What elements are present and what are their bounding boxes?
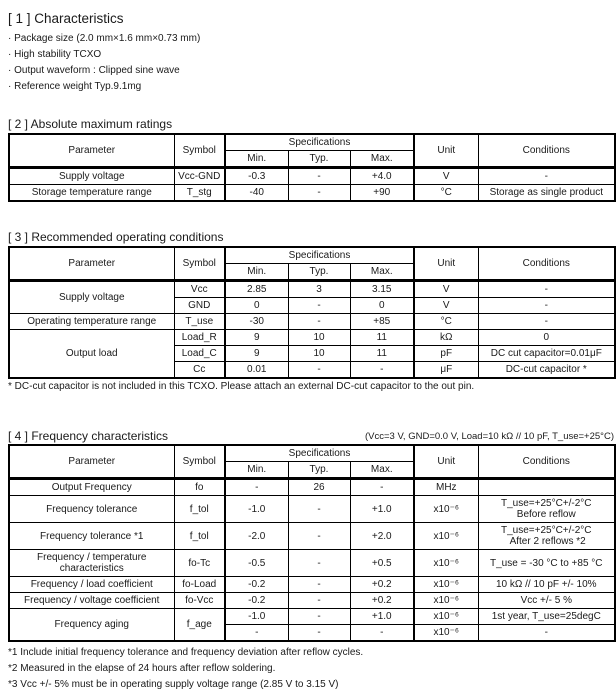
bullet-high-stability: · High stability TCXO bbox=[8, 49, 102, 60]
bullet-package-size: · Package size (2.0 mm×1.6 mm×0.73 mm) bbox=[8, 33, 201, 44]
cell-parameter: Frequency tolerance bbox=[9, 496, 174, 523]
cell-typ: - bbox=[288, 609, 350, 625]
header-parameter: Parameter bbox=[9, 134, 174, 168]
recommended-operating-conditions-table bbox=[8, 246, 616, 379]
cell-typ: 3 bbox=[288, 281, 350, 298]
cell-conditions: - bbox=[478, 298, 615, 314]
cell-conditions: Storage as single product bbox=[478, 185, 615, 202]
cell-max: +0.5 bbox=[350, 550, 414, 577]
cell-max: +90 bbox=[350, 185, 414, 202]
table-row bbox=[9, 479, 615, 496]
cell-conditions: 10 kΩ // 10 pF +/- 10% bbox=[478, 577, 615, 593]
cell-parameter: Frequency tolerance *1 bbox=[9, 523, 174, 550]
cell-unit: kΩ bbox=[414, 330, 478, 346]
header-min: Min. bbox=[225, 462, 288, 479]
header-unit: Unit bbox=[414, 134, 478, 168]
cell-symbol: Load_C bbox=[174, 346, 225, 362]
cell-typ: - bbox=[288, 362, 350, 379]
header-typ: Typ. bbox=[288, 264, 350, 281]
header-parameter: Parameter bbox=[9, 247, 174, 281]
header-max: Max. bbox=[350, 462, 414, 479]
table-row bbox=[9, 185, 615, 202]
cell-typ: - bbox=[288, 298, 350, 314]
cell-conditions: 0 bbox=[478, 330, 615, 346]
cell-symbol: f_tol bbox=[174, 496, 225, 523]
cell-typ: - bbox=[288, 593, 350, 609]
cell-min: -40 bbox=[225, 185, 288, 202]
cell-conditions bbox=[478, 479, 615, 496]
cell-typ: - bbox=[288, 314, 350, 330]
absolute-maximum-ratings-table bbox=[8, 133, 616, 202]
cell-unit: x10⁻⁶ bbox=[414, 496, 478, 523]
cell-conditions: 1st year, T_use=25degC bbox=[478, 609, 615, 625]
cell-parameter: Output Frequency bbox=[9, 479, 174, 496]
cell-min: -2.0 bbox=[225, 523, 288, 550]
bullet-reference-weight: · Reference weight Typ.9.1mg bbox=[8, 81, 142, 92]
table-row bbox=[9, 281, 615, 298]
cell-max: - bbox=[350, 625, 414, 642]
cell-unit: x10⁻⁶ bbox=[414, 625, 478, 642]
cell-typ: - bbox=[288, 550, 350, 577]
cell-symbol: Load_R bbox=[174, 330, 225, 346]
header-symbol: Symbol bbox=[174, 134, 225, 168]
cell-symbol: T_stg bbox=[174, 185, 225, 202]
cell-unit: x10⁻⁶ bbox=[414, 550, 478, 577]
header-max: Max. bbox=[350, 264, 414, 281]
cell-typ: - bbox=[288, 496, 350, 523]
header-conditions: Conditions bbox=[478, 134, 615, 168]
cell-conditions: DC cut capacitor=0.01μF bbox=[478, 346, 615, 362]
cell-unit: °C bbox=[414, 314, 478, 330]
cell-unit: MHz bbox=[414, 479, 478, 496]
cell-unit: x10⁻⁶ bbox=[414, 523, 478, 550]
cell-max: - bbox=[350, 479, 414, 496]
cell-typ: - bbox=[288, 625, 350, 642]
cell-min: -30 bbox=[225, 314, 288, 330]
cell-conditions: Vcc +/- 5 % bbox=[478, 593, 615, 609]
cell-min: -0.3 bbox=[225, 168, 288, 185]
section4-footnote-2: *2 Measured in the elapse of 24 hours after reflow soldering. bbox=[8, 663, 276, 674]
cell-symbol: Vcc bbox=[174, 281, 225, 298]
section4-title: [ 4 ] Frequency characteristics bbox=[8, 429, 169, 443]
header-typ: Typ. bbox=[288, 462, 350, 479]
cell-unit: °C bbox=[414, 185, 478, 202]
cell-symbol: f_age bbox=[174, 609, 225, 642]
cell-min: 0.01 bbox=[225, 362, 288, 379]
cell-parameter: Output load bbox=[9, 330, 174, 379]
section1-title: [ 1 ] Characteristics bbox=[8, 11, 124, 26]
cell-symbol: GND bbox=[174, 298, 225, 314]
cell-max: +4.0 bbox=[350, 168, 414, 185]
frequency-characteristics-table bbox=[8, 444, 616, 642]
cell-min: -0.2 bbox=[225, 593, 288, 609]
cell-symbol: fo bbox=[174, 479, 225, 496]
header-unit: Unit bbox=[414, 445, 478, 479]
table-row bbox=[9, 593, 615, 609]
cell-min: -1.0 bbox=[225, 609, 288, 625]
cell-symbol: fo-Load bbox=[174, 577, 225, 593]
table-row bbox=[9, 168, 615, 185]
header-symbol: Symbol bbox=[174, 445, 225, 479]
table-row bbox=[9, 577, 615, 593]
section3-title: [ 3 ] Recommended operating conditions bbox=[8, 230, 224, 244]
cell-unit: V bbox=[414, 298, 478, 314]
table-row bbox=[9, 523, 615, 550]
cell-parameter: Supply voltage bbox=[9, 281, 174, 314]
cell-parameter: Operating temperature range bbox=[9, 314, 174, 330]
cell-min: -0.5 bbox=[225, 550, 288, 577]
table-row bbox=[9, 330, 615, 346]
cell-typ: - bbox=[288, 168, 350, 185]
cell-unit: x10⁻⁶ bbox=[414, 609, 478, 625]
table-header-row bbox=[9, 247, 615, 264]
cell-max: +85 bbox=[350, 314, 414, 330]
cell-conditions: - bbox=[478, 314, 615, 330]
condition-line: Before reflow bbox=[516, 509, 576, 520]
header-unit: Unit bbox=[414, 247, 478, 281]
section2-title: [ 2 ] Absolute maximum ratings bbox=[8, 117, 173, 131]
cell-unit: μF bbox=[414, 362, 478, 379]
cell-min: 2.85 bbox=[225, 281, 288, 298]
header-specifications: Specifications bbox=[225, 247, 414, 264]
section4-footnote-1: *1 Include initial frequency tolerance and frequency deviation after reflow cycles. bbox=[8, 647, 364, 658]
bullet-output-waveform: · Output waveform : Clipped sine wave bbox=[8, 65, 180, 76]
header-conditions: Conditions bbox=[478, 445, 615, 479]
header-min: Min. bbox=[225, 264, 288, 281]
cell-max: +1.0 bbox=[350, 609, 414, 625]
table-header-row bbox=[9, 445, 615, 462]
cell-min: 0 bbox=[225, 298, 288, 314]
cell-max: +2.0 bbox=[350, 523, 414, 550]
cell-typ: - bbox=[288, 577, 350, 593]
cell-typ: - bbox=[288, 523, 350, 550]
cell-min: 9 bbox=[225, 346, 288, 362]
cell-min: 9 bbox=[225, 330, 288, 346]
table-row bbox=[9, 314, 615, 330]
cell-min: - bbox=[225, 479, 288, 496]
table-row bbox=[9, 609, 615, 625]
cell-conditions: T_use = -30 °C to +85 °C bbox=[478, 550, 615, 577]
header-conditions: Conditions bbox=[478, 247, 615, 281]
cell-max: +0.2 bbox=[350, 577, 414, 593]
cell-typ: 10 bbox=[288, 346, 350, 362]
cell-max: - bbox=[350, 362, 414, 379]
cell-symbol: Vcc-GND bbox=[174, 168, 225, 185]
cell-parameter: Frequency / temperature characteristics bbox=[9, 550, 174, 577]
cell-parameter: Frequency / voltage coefficient bbox=[9, 593, 174, 609]
header-typ: Typ. bbox=[288, 151, 350, 168]
section4-footnote-3: *3 Vcc +/- 5% must be in operating supply voltage range (2.85 V to 3.15 V) bbox=[8, 679, 339, 690]
cell-unit: pF bbox=[414, 346, 478, 362]
table-row bbox=[9, 550, 615, 577]
cell-symbol: T_use bbox=[174, 314, 225, 330]
cell-max: 11 bbox=[350, 346, 414, 362]
section3-footnote: * DC-cut capacitor is not included in this TCXO. Please attach an external DC-cut capacitor to the out pin. bbox=[8, 381, 475, 392]
cell-max: 11 bbox=[350, 330, 414, 346]
cell-max: +0.2 bbox=[350, 593, 414, 609]
cell-parameter: Frequency / load coefficient bbox=[9, 577, 174, 593]
cell-min: - bbox=[225, 625, 288, 642]
cell-conditions: - bbox=[478, 625, 615, 642]
cell-parameter: Supply voltage bbox=[9, 168, 174, 185]
cell-conditions: - bbox=[478, 281, 615, 298]
cell-unit: V bbox=[414, 168, 478, 185]
table-header-row bbox=[9, 134, 615, 151]
cell-max: 3.15 bbox=[350, 281, 414, 298]
cell-unit: V bbox=[414, 281, 478, 298]
cell-unit: x10⁻⁶ bbox=[414, 577, 478, 593]
header-min: Min. bbox=[225, 151, 288, 168]
cell-max: +1.0 bbox=[350, 496, 414, 523]
cell-min: -1.0 bbox=[225, 496, 288, 523]
cell-conditions: - bbox=[478, 168, 615, 185]
cell-typ: 26 bbox=[288, 479, 350, 496]
cell-symbol: fo-Vcc bbox=[174, 593, 225, 609]
cell-symbol: fo-Tc bbox=[174, 550, 225, 577]
header-specifications: Specifications bbox=[225, 134, 414, 151]
cell-conditions bbox=[478, 496, 615, 523]
condition-line: After 2 reflows *2 bbox=[506, 536, 586, 547]
condition-line: T_use=+25°C+/-2°C bbox=[500, 498, 592, 509]
cell-parameter: Frequency aging bbox=[9, 609, 174, 642]
cell-symbol: Cc bbox=[174, 362, 225, 379]
cell-unit: x10⁻⁶ bbox=[414, 593, 478, 609]
cell-max: 0 bbox=[350, 298, 414, 314]
header-parameter: Parameter bbox=[9, 445, 174, 479]
cell-min: -0.2 bbox=[225, 577, 288, 593]
cell-typ: - bbox=[288, 185, 350, 202]
cell-parameter: Storage temperature range bbox=[9, 185, 174, 202]
header-max: Max. bbox=[350, 151, 414, 168]
condition-line: T_use=+25°C+/-2°C bbox=[500, 525, 592, 536]
section4-header bbox=[8, 429, 614, 443]
header-symbol: Symbol bbox=[174, 247, 225, 281]
table-row bbox=[9, 496, 615, 523]
header-specifications: Specifications bbox=[225, 445, 414, 462]
cell-symbol: f_tol bbox=[174, 523, 225, 550]
cell-conditions bbox=[478, 523, 615, 550]
cell-typ: 10 bbox=[288, 330, 350, 346]
section4-test-conditions: (Vcc=3 V, GND=0.0 V, Load=10 kΩ // 10 pF, T_use=+25°C) bbox=[365, 431, 614, 442]
cell-conditions: DC-cut capacitor * bbox=[478, 362, 615, 379]
